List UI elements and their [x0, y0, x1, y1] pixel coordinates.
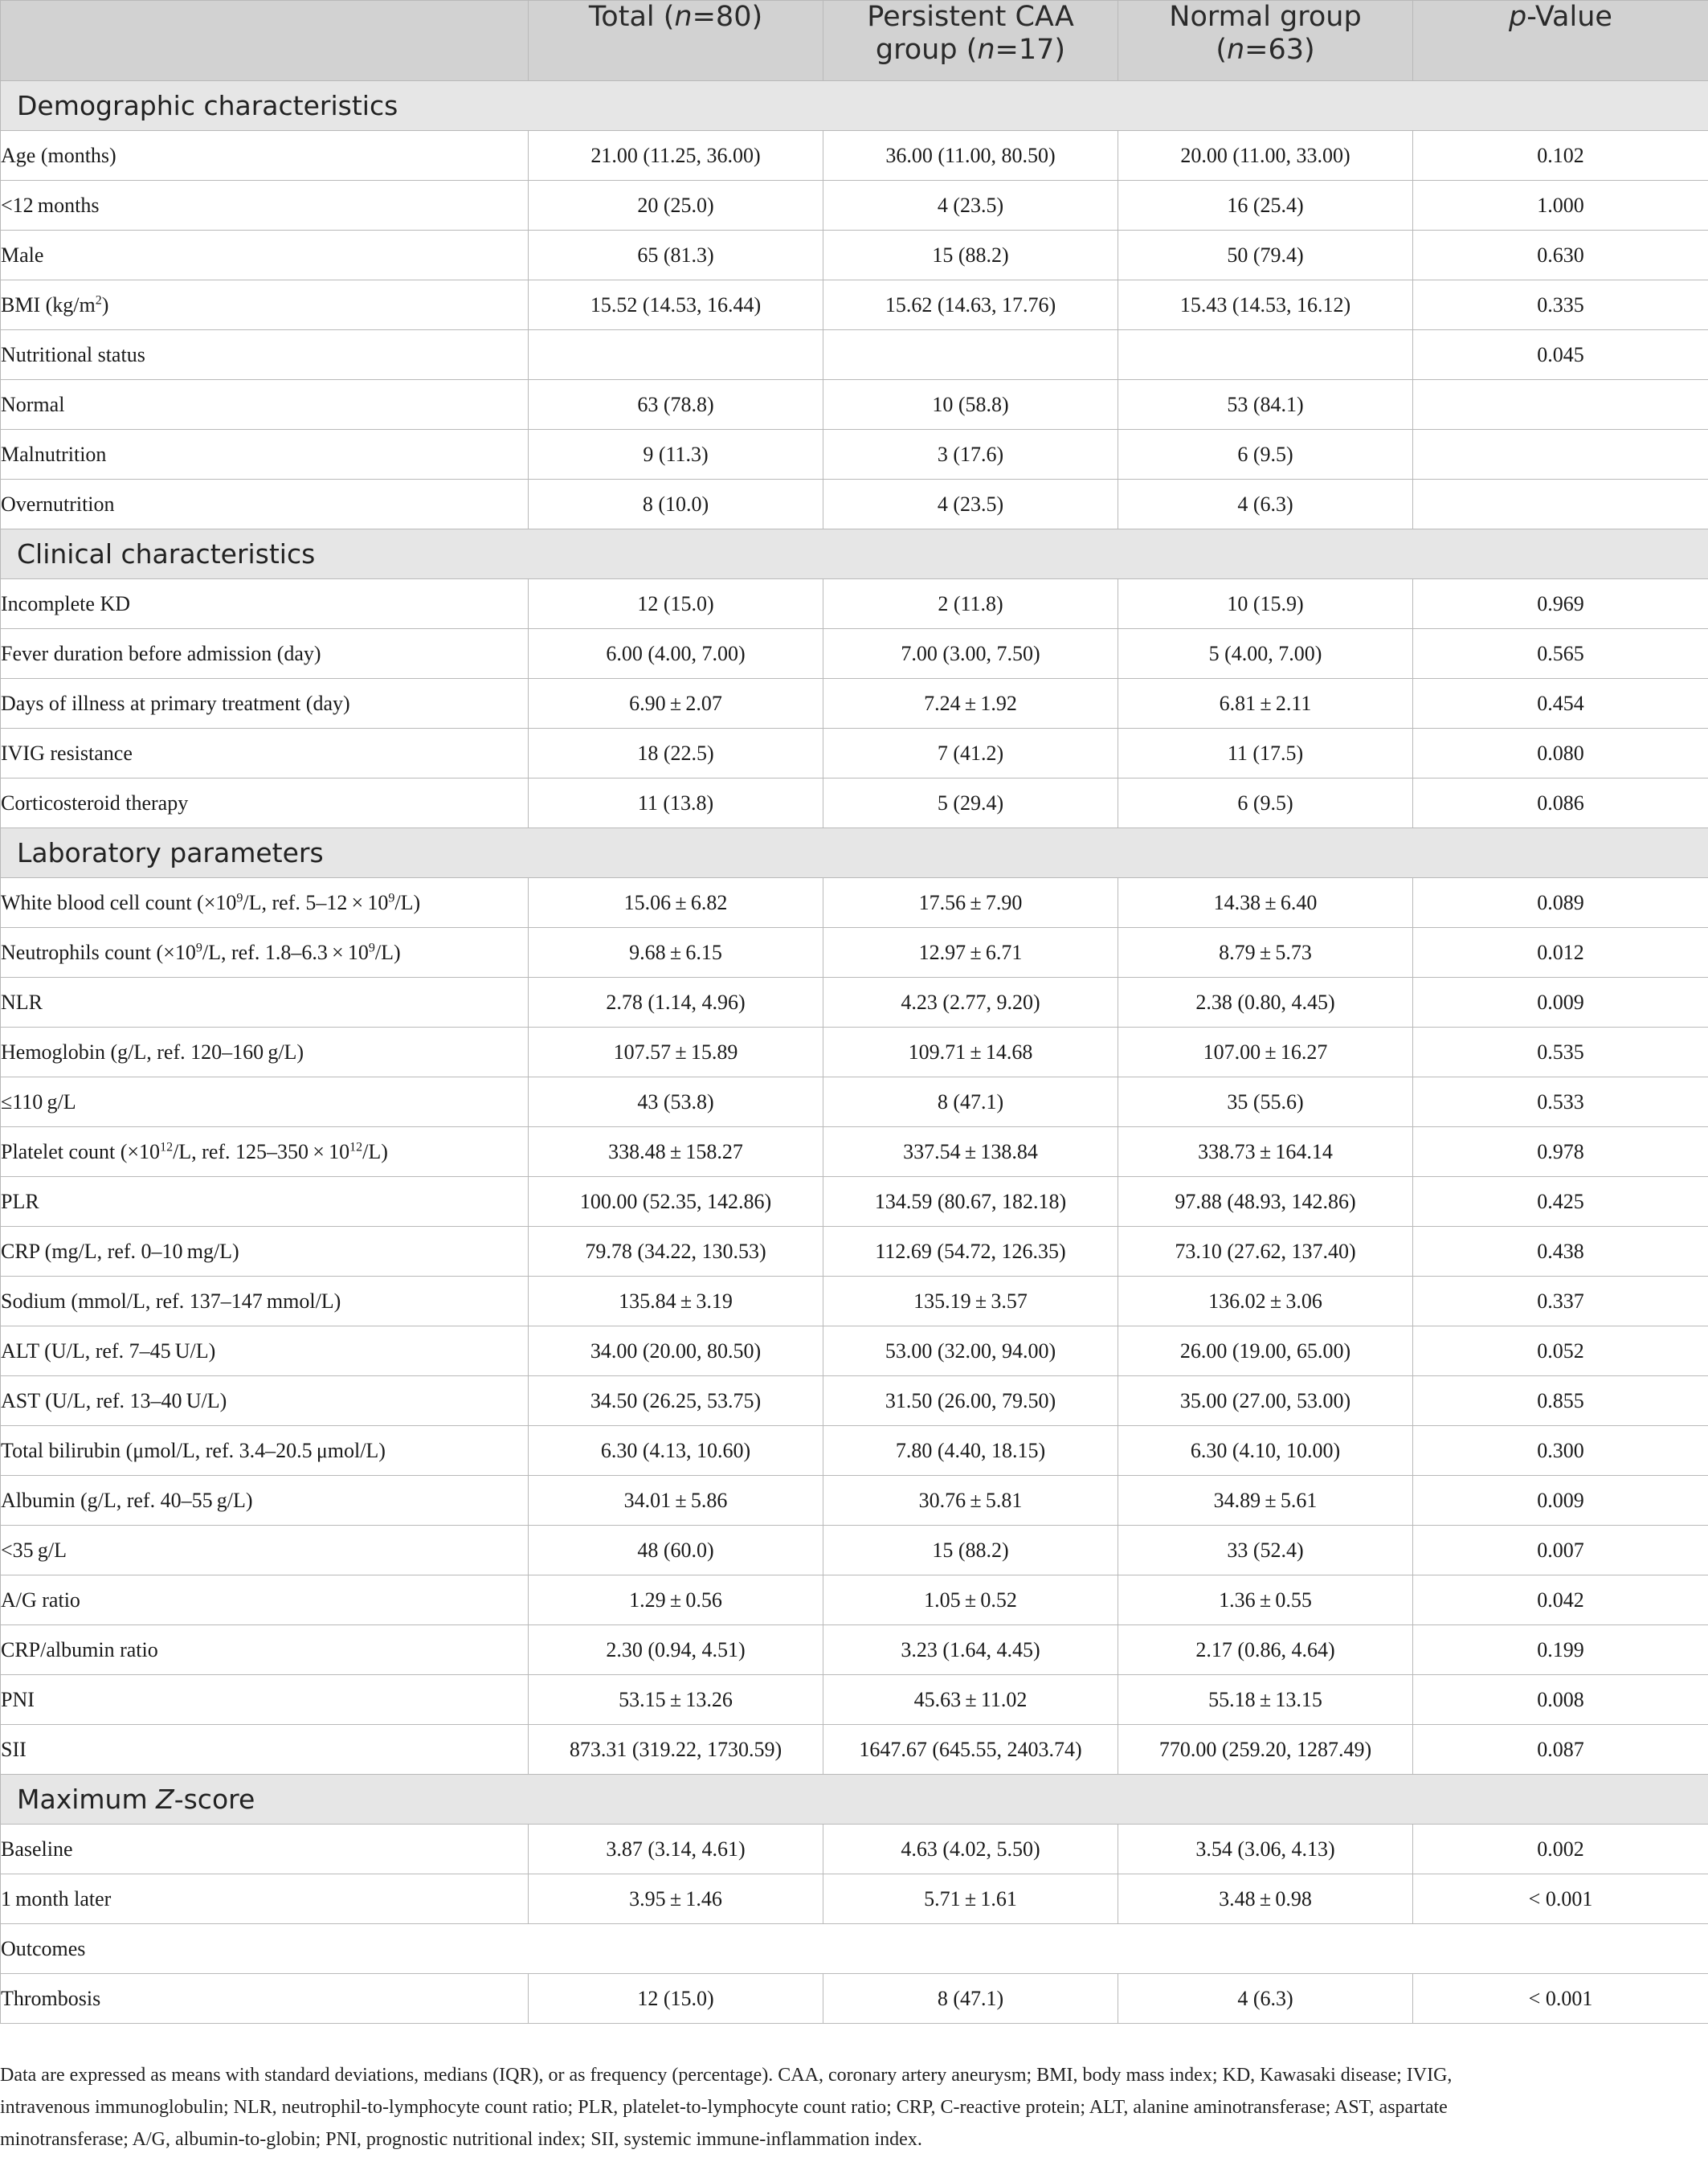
row-label: 1 month later — [1, 1874, 529, 1924]
cell-normal: 107.00 ± 16.27 — [1118, 1028, 1413, 1077]
table-row — [1, 1874, 1708, 1924]
section-title: Demographic characteristics — [17, 90, 398, 121]
section-title: Laboratory parameters — [17, 837, 324, 868]
cell-pvalue: 0.438 — [1413, 1227, 1708, 1277]
cell-persistent: 10 (58.8) — [823, 380, 1118, 430]
cell-persistent: 7.00 (3.00, 7.50) — [823, 629, 1118, 679]
table-row — [1, 729, 1708, 779]
cell-normal: 5 (4.00, 7.00) — [1118, 629, 1413, 679]
table-row — [1, 1227, 1708, 1277]
cell-normal: 73.10 (27.62, 137.40) — [1118, 1227, 1413, 1277]
cell-persistent: 15 (88.2) — [823, 231, 1118, 280]
row-label: ≤110 g/L — [1, 1077, 529, 1127]
cell-persistent: 3.23 (1.64, 4.45) — [823, 1625, 1118, 1675]
section-row — [1, 81, 1708, 131]
row-label: Albumin (g/L, ref. 40–55 g/L) — [1, 1476, 529, 1526]
cell-normal: 14.38 ± 6.40 — [1118, 878, 1413, 928]
cell-pvalue: 0.533 — [1413, 1077, 1708, 1127]
cell-normal: 338.73 ± 164.14 — [1118, 1127, 1413, 1177]
table-row — [1, 1127, 1708, 1177]
cell-total: 1.29 ± 0.56 — [529, 1575, 823, 1625]
cell-pvalue: 0.087 — [1413, 1725, 1708, 1775]
cell-total: 34.00 (20.00, 80.50) — [529, 1326, 823, 1376]
row-label: Corticosteroid therapy — [1, 779, 529, 828]
table-row — [1, 131, 1708, 181]
cell-total: 18 (22.5) — [529, 729, 823, 779]
cell-total: 338.48 ± 158.27 — [529, 1127, 823, 1177]
table-row — [1, 480, 1708, 529]
cell-pvalue: 0.565 — [1413, 629, 1708, 679]
cell-persistent: 4.23 (2.77, 9.20) — [823, 978, 1118, 1028]
cell-pvalue: 0.007 — [1413, 1526, 1708, 1575]
cell-normal: 770.00 (259.20, 1287.49) — [1118, 1725, 1413, 1775]
row-label: PNI — [1, 1675, 529, 1725]
cell-pvalue — [1413, 380, 1708, 430]
cell-persistent: 134.59 (80.67, 182.18) — [823, 1177, 1118, 1227]
row-label: Normal — [1, 380, 529, 430]
row-label: Sodium (mmol/L, ref. 137–147 mmol/L) — [1, 1277, 529, 1326]
cell-total: 65 (81.3) — [529, 231, 823, 280]
cell-pvalue: 0.337 — [1413, 1277, 1708, 1326]
section-row — [1, 529, 1708, 579]
cell-normal: 10 (15.9) — [1118, 579, 1413, 629]
cell-persistent: 1.05 ± 0.52 — [823, 1575, 1118, 1625]
table-row — [1, 1625, 1708, 1675]
row-label: Nutritional status — [1, 330, 529, 380]
cell-total: 48 (60.0) — [529, 1526, 823, 1575]
cell-total: 135.84 ± 3.19 — [529, 1277, 823, 1326]
footnote-line: intravenous immunoglobulin; NLR, neutrophil-to-lymphocyte count ratio; PLR, platelet-to-lymphocyte count ratio; CRP, C-reactive protein; ALT, alanine aminotransferase; AST, aspartate — [0, 2097, 1448, 2118]
row-label: Incomplete KD — [1, 579, 529, 629]
cell-normal: 15.43 (14.53, 16.12) — [1118, 280, 1413, 330]
cell-persistent: 7.80 (4.40, 18.15) — [823, 1426, 1118, 1476]
cell-total: 2.30 (0.94, 4.51) — [529, 1625, 823, 1675]
footnote-line: Data are expressed as means with standard deviations, medians (IQR), or as frequency (percentage). CAA, coronary artery aneurysm; BMI, body mass index; KD, Kawasaki disease; IVIG, — [0, 2065, 1453, 2086]
table-row — [1, 1575, 1708, 1625]
cell-normal: 8.79 ± 5.73 — [1118, 928, 1413, 978]
table-row — [1, 1426, 1708, 1476]
row-label: Outcomes — [1, 1924, 1708, 1974]
cell-pvalue — [1413, 430, 1708, 480]
row-label: SII — [1, 1725, 529, 1775]
header-normal: Normal group (n=63) — [1118, 1, 1413, 81]
cell-normal: 2.38 (0.80, 4.45) — [1118, 978, 1413, 1028]
cell-persistent: 8 (47.1) — [823, 1974, 1118, 2024]
cell-persistent: 8 (47.1) — [823, 1077, 1118, 1127]
row-label: <12 months — [1, 181, 529, 231]
row-label: Days of illness at primary treatment (day) — [1, 679, 529, 729]
cell-normal: 26.00 (19.00, 65.00) — [1118, 1326, 1413, 1376]
row-label: Age (months) — [1, 131, 529, 181]
cell-total: 6.30 (4.13, 10.60) — [529, 1426, 823, 1476]
cell-persistent: 15.62 (14.63, 17.76) — [823, 280, 1118, 330]
cell-normal: 6 (9.5) — [1118, 779, 1413, 828]
table-row — [1, 330, 1708, 380]
cell-pvalue: 0.045 — [1413, 330, 1708, 380]
cell-total: 6.90 ± 2.07 — [529, 679, 823, 729]
cell-pvalue: 0.335 — [1413, 280, 1708, 330]
table-footnote — [0, 2059, 1687, 2156]
cell-normal: 6.81 ± 2.11 — [1118, 679, 1413, 729]
cell-normal: 4 (6.3) — [1118, 1974, 1413, 2024]
cell-total: 34.01 ± 5.86 — [529, 1476, 823, 1526]
row-label: Fever duration before admission (day) — [1, 629, 529, 679]
row-label: A/G ratio — [1, 1575, 529, 1625]
cell-persistent: 4 (23.5) — [823, 480, 1118, 529]
table-row — [1, 430, 1708, 480]
cell-total: 34.50 (26.25, 53.75) — [529, 1376, 823, 1426]
cell-pvalue: 0.008 — [1413, 1675, 1708, 1725]
cell-persistent: 337.54 ± 138.84 — [823, 1127, 1118, 1177]
cell-normal: 6 (9.5) — [1118, 430, 1413, 480]
cell-persistent: 4 (23.5) — [823, 181, 1118, 231]
table-row — [1, 928, 1708, 978]
cell-persistent: 5.71 ± 1.61 — [823, 1874, 1118, 1924]
cell-persistent: 112.69 (54.72, 126.35) — [823, 1227, 1118, 1277]
header-pvalue: p-Value — [1413, 1, 1708, 81]
section-row — [1, 1775, 1708, 1825]
cell-pvalue: 0.080 — [1413, 729, 1708, 779]
header-persistent: Persistent CAA group (n=17) — [823, 1, 1118, 81]
row-label: CRP/albumin ratio — [1, 1625, 529, 1675]
cell-pvalue: 0.454 — [1413, 679, 1708, 729]
row-label: Baseline — [1, 1825, 529, 1874]
cell-pvalue: 0.009 — [1413, 978, 1708, 1028]
cell-normal: 3.48 ± 0.98 — [1118, 1874, 1413, 1924]
cell-persistent: 7 (41.2) — [823, 729, 1118, 779]
table-row — [1, 878, 1708, 928]
cell-normal: 20.00 (11.00, 33.00) — [1118, 131, 1413, 181]
row-label: Thrombosis — [1, 1974, 529, 2024]
cell-total: 15.52 (14.53, 16.44) — [529, 280, 823, 330]
cell-persistent: 45.63 ± 11.02 — [823, 1675, 1118, 1725]
cell-persistent: 17.56 ± 7.90 — [823, 878, 1118, 928]
table-row — [1, 181, 1708, 231]
row-label: White blood cell count ($\times 10^9/L$, ref. $5-12 \times 10^9/L$) — [1, 878, 529, 928]
cell-pvalue: 0.089 — [1413, 878, 1708, 928]
cell-normal: 97.88 (48.93, 142.86) — [1118, 1177, 1413, 1227]
cell-pvalue: < 0.001 — [1413, 1974, 1708, 2024]
cell-normal: 55.18 ± 13.15 — [1118, 1675, 1413, 1725]
cell-total: 11 (13.8) — [529, 779, 823, 828]
table-row — [1, 1028, 1708, 1077]
cell-pvalue: 0.535 — [1413, 1028, 1708, 1077]
cell-pvalue: 0.002 — [1413, 1825, 1708, 1874]
row-label: AST (U/L, ref. 13–40 U/L) — [1, 1376, 529, 1426]
cell-normal: 3.54 (3.06, 4.13) — [1118, 1825, 1413, 1874]
row-label: Male — [1, 231, 529, 280]
cell-pvalue: 0.425 — [1413, 1177, 1708, 1227]
cell-total: 12 (15.0) — [529, 1974, 823, 2024]
table-row — [1, 579, 1708, 629]
cell-persistent: 36.00 (11.00, 80.50) — [823, 131, 1118, 181]
section-row — [1, 828, 1708, 878]
cell-normal: 35 (55.6) — [1118, 1077, 1413, 1127]
cell-pvalue: 0.042 — [1413, 1575, 1708, 1625]
table-row — [1, 1825, 1708, 1874]
cell-total: 53.15 ± 13.26 — [529, 1675, 823, 1725]
cell-pvalue — [1413, 480, 1708, 529]
cell-total: 9 (11.3) — [529, 430, 823, 480]
cell-total — [529, 330, 823, 380]
cell-persistent: 15 (88.2) — [823, 1526, 1118, 1575]
cell-total: 3.95 ± 1.46 — [529, 1874, 823, 1924]
cell-normal: 4 (6.3) — [1118, 480, 1413, 529]
cell-normal: 33 (52.4) — [1118, 1526, 1413, 1575]
table-row — [1, 1326, 1708, 1376]
section-title: Maximum Z-score — [17, 1784, 255, 1815]
cell-normal: 35.00 (27.00, 53.00) — [1118, 1376, 1413, 1426]
cell-normal: 16 (25.4) — [1118, 181, 1413, 231]
table-row — [1, 1376, 1708, 1426]
cell-pvalue: 1.000 — [1413, 181, 1708, 231]
cell-persistent: 12.97 ± 6.71 — [823, 928, 1118, 978]
cell-normal: 2.17 (0.86, 4.64) — [1118, 1625, 1413, 1675]
header-total: Total (n=80) — [529, 1, 823, 81]
cell-total: 6.00 (4.00, 7.00) — [529, 629, 823, 679]
cell-total: 43 (53.8) — [529, 1077, 823, 1127]
header-empty — [1, 1, 529, 81]
cell-pvalue: 0.630 — [1413, 231, 1708, 280]
row-label: CRP (mg/L, ref. 0–10 mg/L) — [1, 1227, 529, 1277]
cell-total: 2.78 (1.14, 4.96) — [529, 978, 823, 1028]
cell-total: 63 (78.8) — [529, 380, 823, 430]
cell-total: 8 (10.0) — [529, 480, 823, 529]
cell-normal: 6.30 (4.10, 10.00) — [1118, 1426, 1413, 1476]
cell-persistent: 5 (29.4) — [823, 779, 1118, 828]
cell-total: 873.31 (319.22, 1730.59) — [529, 1725, 823, 1775]
cell-pvalue: 0.086 — [1413, 779, 1708, 828]
table-row — [1, 380, 1708, 430]
table-row — [1, 1177, 1708, 1227]
row-label: Overnutrition — [1, 480, 529, 529]
cell-persistent: 31.50 (26.00, 79.50) — [823, 1376, 1118, 1426]
table-row — [1, 1974, 1708, 2024]
cell-pvalue: 0.199 — [1413, 1625, 1708, 1675]
row-label: Malnutrition — [1, 430, 529, 480]
row-label: ALT (U/L, ref. 7–45 U/L) — [1, 1326, 529, 1376]
row-label: PLR — [1, 1177, 529, 1227]
row-label: Platelet count ($\times 10^{12}/L$, ref. $125-350 \times 10^{12}/L$) — [1, 1127, 529, 1177]
row-label: BMI $(kg/m^2)$ — [1, 280, 529, 330]
cell-normal: 11 (17.5) — [1118, 729, 1413, 779]
footnote-line: minotransferase; A/G, albumin-to-globin; PNI, prognostic nutritional index; SII, systemic immune-inflammation index. — [0, 2129, 922, 2150]
cell-total: 15.06 ± 6.82 — [529, 878, 823, 928]
cell-total: 21.00 (11.25, 36.00) — [529, 131, 823, 181]
cell-normal: 53 (84.1) — [1118, 380, 1413, 430]
row-label: <35 g/L — [1, 1526, 529, 1575]
cell-normal: 136.02 ± 3.06 — [1118, 1277, 1413, 1326]
cell-persistent: 53.00 (32.00, 94.00) — [823, 1326, 1118, 1376]
section-title: Clinical characteristics — [17, 538, 316, 570]
cell-pvalue: 0.012 — [1413, 928, 1708, 978]
cell-total: 20 (25.0) — [529, 181, 823, 231]
table-row — [1, 1476, 1708, 1526]
row-label: NLR — [1, 978, 529, 1028]
row-label: Hemoglobin (g/L, ref. 120–160 g/L) — [1, 1028, 529, 1077]
cell-pvalue: 0.300 — [1413, 1426, 1708, 1476]
cell-pvalue: 0.855 — [1413, 1376, 1708, 1426]
cell-total: 100.00 (52.35, 142.86) — [529, 1177, 823, 1227]
cell-total: 107.57 ± 15.89 — [529, 1028, 823, 1077]
table-row — [1, 1675, 1708, 1725]
cell-persistent: 30.76 ± 5.81 — [823, 1476, 1118, 1526]
cell-total: 9.68 ± 6.15 — [529, 928, 823, 978]
table-row — [1, 1277, 1708, 1326]
cell-persistent: 4.63 (4.02, 5.50) — [823, 1825, 1118, 1874]
cell-pvalue: 0.102 — [1413, 131, 1708, 181]
cell-pvalue: 0.978 — [1413, 1127, 1708, 1177]
table-row — [1, 679, 1708, 729]
cell-total: 12 (15.0) — [529, 579, 823, 629]
cell-persistent — [823, 330, 1118, 380]
table-row — [1, 629, 1708, 679]
table-row — [1, 1077, 1708, 1127]
cell-normal: 1.36 ± 0.55 — [1118, 1575, 1413, 1625]
table-row — [1, 1924, 1708, 1974]
cell-persistent: 7.24 ± 1.92 — [823, 679, 1118, 729]
header-row — [1, 1, 1708, 81]
cell-persistent: 135.19 ± 3.57 — [823, 1277, 1118, 1326]
cell-normal — [1118, 330, 1413, 380]
cell-pvalue: 0.052 — [1413, 1326, 1708, 1376]
cell-normal: 34.89 ± 5.61 — [1118, 1476, 1413, 1526]
cell-persistent: 3 (17.6) — [823, 430, 1118, 480]
cell-persistent: 2 (11.8) — [823, 579, 1118, 629]
row-label: Neutrophils count ($\times 10^9/L$, ref. $1.8-6.3 \times 10^9/L$) — [1, 928, 529, 978]
row-label: IVIG resistance — [1, 729, 529, 779]
table-row — [1, 280, 1708, 330]
cell-pvalue: < 0.001 — [1413, 1874, 1708, 1924]
cell-persistent: 1647.67 (645.55, 2403.74) — [823, 1725, 1118, 1775]
cell-pvalue: 0.009 — [1413, 1476, 1708, 1526]
table-row — [1, 231, 1708, 280]
table-row — [1, 1526, 1708, 1575]
table-row — [1, 779, 1708, 828]
cell-total: 3.87 (3.14, 4.61) — [529, 1825, 823, 1874]
cell-total: 79.78 (34.22, 130.53) — [529, 1227, 823, 1277]
table-row — [1, 978, 1708, 1028]
row-label: Total bilirubin (μmol/L, ref. 3.4–20.5 μmol/L) — [1, 1426, 529, 1476]
cell-pvalue: 0.969 — [1413, 579, 1708, 629]
cell-normal: 50 (79.4) — [1118, 231, 1413, 280]
cell-persistent: 109.71 ± 14.68 — [823, 1028, 1118, 1077]
table-row — [1, 1725, 1708, 1775]
